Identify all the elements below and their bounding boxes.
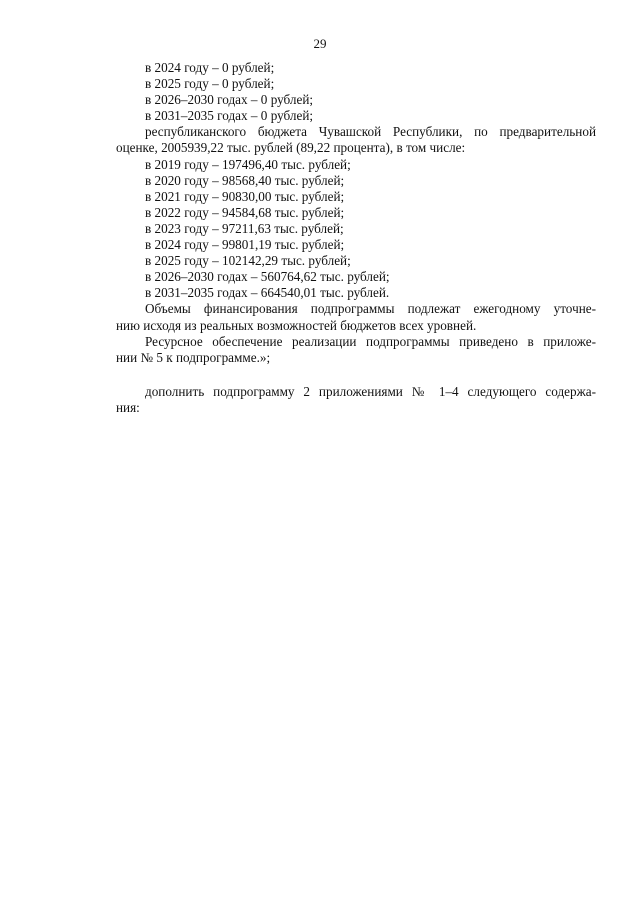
funding-line-2019: в 2019 году – 197496,40 тыс. рублей; (145, 156, 351, 172)
funding-line-2025-zero: в 2025 году – 0 рублей; (145, 76, 275, 92)
funding-line-2020: в 2020 году – 98568,40 тыс. рублей; (145, 172, 345, 188)
funding-line-2024: в 2024 году – 99801,19 тыс. рублей; (145, 237, 345, 253)
republican-budget-total: оценке, 2005939,22 тыс. рублей (89,22 процента), в том числе: (116, 140, 466, 156)
resource-provision-line-1: Ресурсное обеспечение реализации подпрограммы приведено в приложе- (145, 333, 596, 349)
funding-clarification-line-2: нию исходя из реальных возможностей бюджетов всех уровней. (116, 317, 477, 333)
amendment-line-2: ния: (116, 399, 140, 415)
funding-line-2031-2035: в 2031–2035 годах – 664540,01 тыс. рублей. (145, 285, 390, 301)
resource-provision-line-2: нии № 5 к подпрограмме.»; (116, 349, 271, 365)
funding-line-2026-2030: в 2026–2030 годах – 560764,62 тыс. рублей; (145, 269, 390, 285)
funding-line-2026-2030-zero: в 2026–2030 годах – 0 рублей; (145, 92, 314, 108)
amendment-line-1: дополнить подпрограмму 2 приложениями № 1–4 следующего содержа- (145, 383, 596, 399)
document-body (116, 60, 596, 416)
funding-line-2021: в 2021 году – 90830,00 тыс. рублей; (145, 188, 345, 204)
funding-clarification-line-1: Объемы финансирования подпрограммы подлежат ежегодному уточне- (145, 301, 596, 317)
funding-line-2022: в 2022 году – 94584,68 тыс. рублей; (145, 204, 345, 220)
funding-line-2024-zero: в 2024 году – 0 рублей; (145, 60, 275, 75)
paragraph-gap (116, 366, 596, 384)
republican-budget-intro: республиканского бюджета Чувашской Республики, по предварительной (145, 124, 596, 140)
page-number: 29 (313, 36, 327, 51)
funding-line-2025: в 2025 году – 102142,29 тыс. рублей; (145, 253, 351, 269)
funding-line-2031-2035-zero: в 2031–2035 годах – 0 рублей; (145, 108, 314, 124)
funding-line-2023: в 2023 году – 97211,63 тыс. рублей; (145, 220, 344, 236)
